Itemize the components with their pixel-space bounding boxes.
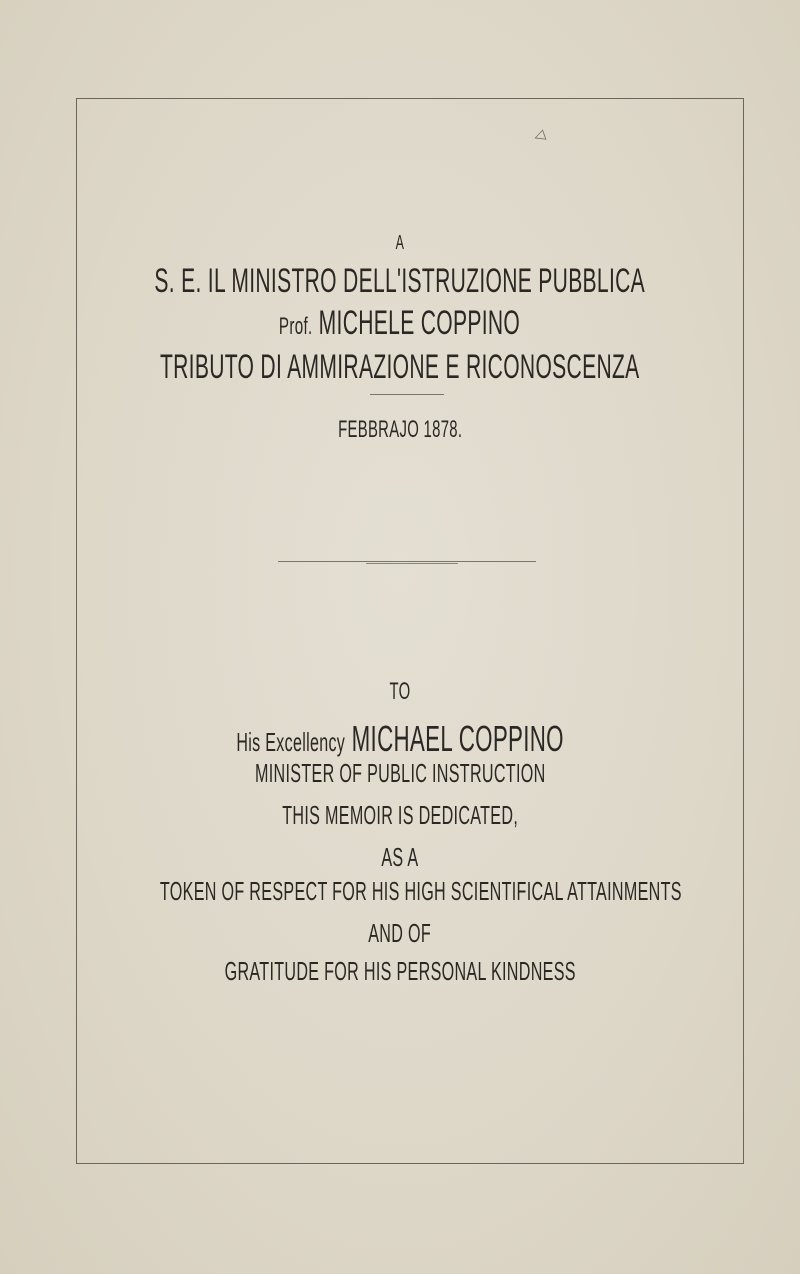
excellency-name: MICHAEL COPPINO — [351, 718, 564, 759]
prof-name: MICHELE COPPINO — [319, 304, 521, 342]
divider-long — [278, 561, 536, 562]
dedication-excellency — [0, 718, 800, 760]
excellency-prefix: His Excellency — [236, 729, 346, 757]
dedication-tribute — [0, 348, 800, 387]
dedication-as-a-text: AS A — [381, 842, 419, 872]
dedication-and-of-text: AND OF — [368, 918, 432, 948]
dedication-memoir-text: THIS MEMOIR IS DEDICATED, — [282, 800, 518, 830]
dedication-prof-wrap — [279, 304, 520, 343]
dedication-and-of — [0, 918, 800, 949]
dedication-token-text: TOKEN OF RESPECT FOR HIS HIGH SCIENTIFICAL ATTAINMENTS — [159, 876, 682, 906]
dedication-prof-line — [0, 304, 800, 343]
margin-mark-icon: ◁ — [531, 126, 548, 146]
dedication-gratitude — [0, 956, 800, 987]
dedication-token — [0, 876, 800, 907]
dedication-date — [0, 416, 800, 444]
dedication-minister-en-text: MINISTER OF PUBLIC INSTRUCTION — [254, 758, 546, 788]
dedication-excellency-wrap — [236, 718, 563, 760]
divider-long-accent — [366, 563, 458, 564]
dedication-a — [0, 232, 800, 255]
dedication-date-text: FEBBRAJO 1878. — [337, 416, 463, 443]
dedication-minister-en — [0, 758, 800, 789]
dedication-memoir — [0, 800, 800, 831]
prof-prefix: Prof. — [279, 313, 313, 340]
dedication-minister-it-text: S. E. IL MINISTRO DELL'ISTRUZIONE PUBBLICA — [154, 262, 646, 300]
dedication-minister-it — [0, 262, 800, 301]
dedication-to — [0, 678, 800, 706]
dedication-as-a — [0, 842, 800, 873]
page-border-frame — [76, 98, 744, 1164]
dedication-a-text: A — [395, 232, 405, 254]
divider-short — [370, 394, 444, 395]
dedication-tribute-text: TRIBUTO DI AMMIRAZIONE E RICONOSCENZA — [160, 348, 640, 386]
dedication-gratitude-text: GRATITUDE FOR HIS PERSONAL KINDNESS — [224, 956, 576, 986]
dedication-to-text: TO — [389, 678, 411, 705]
